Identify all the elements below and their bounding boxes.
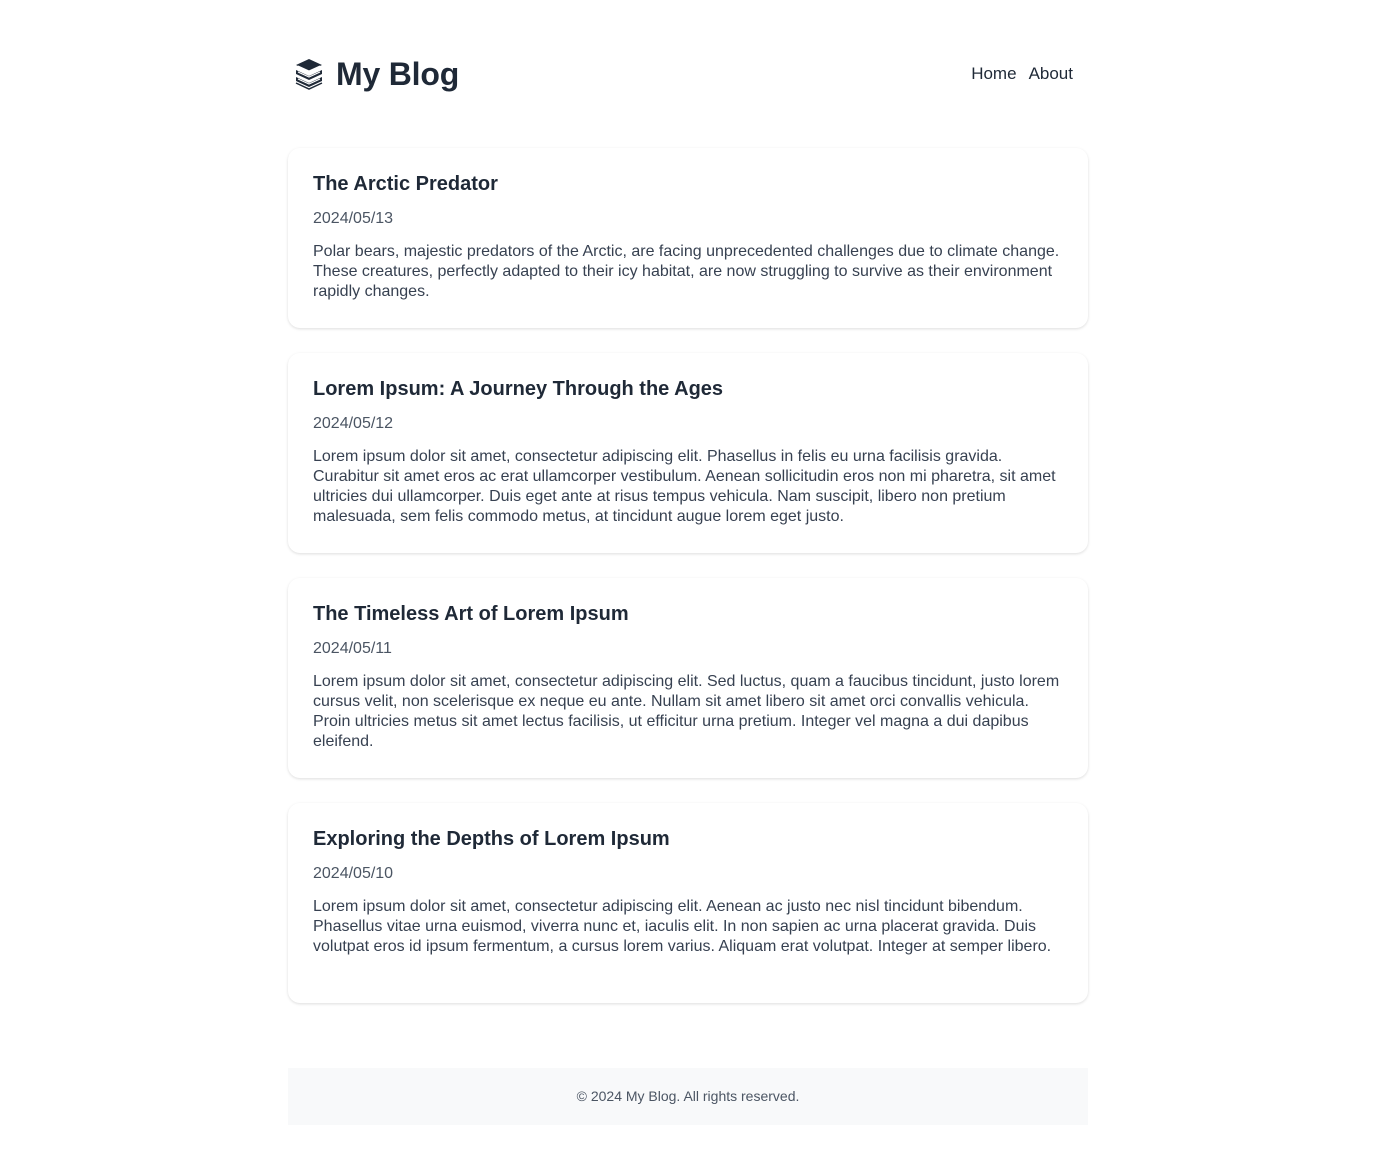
post-title[interactable]: The Timeless Art of Lorem Ipsum (313, 603, 629, 625)
post-date: 2024/05/11 (313, 640, 392, 657)
post-excerpt: Lorem ipsum dolor sit amet, consectetur adipiscing elit. Sed luctus, quam a faucibus tincidunt, justo lorem cursus velit, non scelerisque ex neque eu ante. Nullam sit amet libero sit amet orci convallis vehicula. Proin ultricies metus sit amet lectus facilisis, ut efficitur urna pretium. Integer vel magna a dui dapibus eleifend. (313, 673, 1060, 750)
stacked-books-icon (294, 57, 324, 91)
nav-about-link[interactable]: About (1028, 64, 1073, 83)
post-date: 2024/05/10 (313, 865, 394, 882)
nav-home-link[interactable]: Home (971, 64, 1017, 83)
main-nav (959, 63, 1073, 85)
post-date: 2024/05/12 (313, 415, 394, 432)
footer-copyright: © 2024 My Blog. All rights reserved. (576, 1088, 800, 1104)
post-card[interactable] (288, 353, 1088, 553)
post-title[interactable]: Exploring the Depths of Lorem Ipsum (313, 828, 670, 850)
post-title[interactable]: Lorem Ipsum: A Journey Through the Ages (313, 378, 724, 400)
page-container (288, 0, 1088, 1104)
site-title[interactable]: My Blog (336, 56, 460, 92)
post-card[interactable] (288, 803, 1088, 1003)
post-list (288, 148, 1088, 1003)
site-footer (288, 1068, 1088, 1125)
post-excerpt: Polar bears, majestic predators of the Arctic, are facing unprecedented challenges due to climate change. These creatures, perfectly adapted to their icy habitat, are now struggling to survive as their environment rapidly changes. (313, 243, 1060, 300)
site-header (288, 0, 1088, 148)
post-excerpt: Lorem ipsum dolor sit amet, consectetur adipiscing elit. Aenean ac justo nec nisl tincidunt bibendum. Phasellus vitae urna euismod, viverra nunc et, iaculis elit. In non sapien ac urna placerat gravida. Duis volutpat eros id ipsum fermentum, a cursus lorem varius. Aliquam erat volutpat. Integer at semper libero. (313, 898, 1052, 955)
post-date: 2024/05/13 (313, 210, 394, 227)
post-card[interactable] (288, 578, 1088, 778)
post-excerpt: Lorem ipsum dolor sit amet, consectetur adipiscing elit. Phasellus in felis eu urna facilisis gravida. Curabitur sit amet eros ac erat ullamcorper vestibulum. Aenean sollicitudin eros non mi pharetra, sit amet ultricies dui ullamcorper. Duis eget ante at risus tempus vehicula. Nam suscipit, libero non pretium malesuada, sem felis commodo metus, at tincidunt augue lorem eget justo. (313, 448, 1056, 525)
post-card[interactable] (288, 148, 1088, 328)
post-title[interactable]: The Arctic Predator (313, 173, 498, 195)
brand[interactable] (294, 56, 459, 92)
